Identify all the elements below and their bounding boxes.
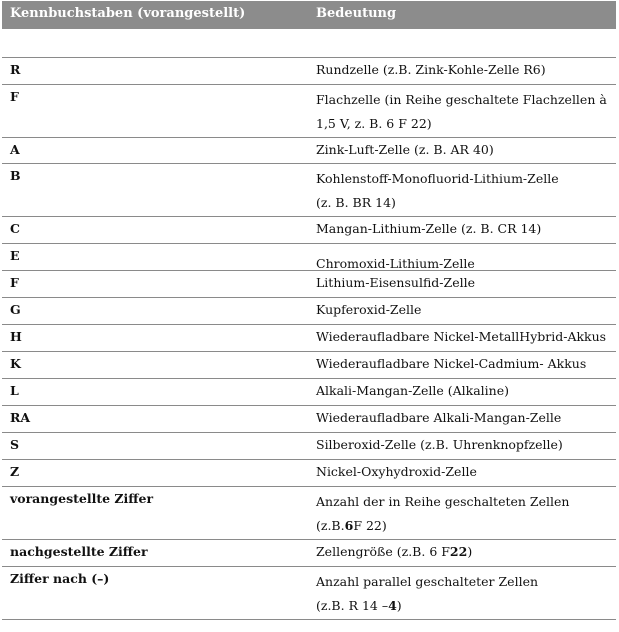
meaning-line: Anzahl parallel geschalteter Zellen	[316, 574, 539, 589]
meaning-line: (z.B. R 14 –4)	[316, 598, 402, 613]
row-meaning: Alkali-Mangan-Zelle (Alkaline)	[316, 383, 509, 398]
row-meaning	[309, 487, 616, 539]
row-meaning: Silberoxid-Zelle (z.B. Uhrenknopfzelle)	[316, 437, 563, 452]
table-row	[2, 84, 616, 137]
row-meaning: Zellengröße (z.B. 6 F22)	[316, 544, 473, 559]
meaning-line: (z. B. BR 14)	[316, 195, 396, 210]
table-row	[2, 432, 616, 459]
table-row-blank	[2, 29, 616, 57]
row-meaning	[309, 164, 616, 216]
row-code: RA	[10, 410, 31, 425]
row-code: C	[10, 221, 20, 236]
meaning-line: Anzahl der in Reihe geschalteten Zellen	[316, 494, 570, 509]
table-row	[2, 324, 616, 351]
meaning-line: (z.B.6F 22)	[316, 518, 387, 533]
table-row	[2, 270, 616, 297]
table-row	[2, 405, 616, 432]
row-meaning: Wiederaufladbare Nickel-MetallHybrid-Akkus	[316, 329, 607, 344]
row-meaning: Mangan-Lithium-Zelle (z. B. CR 14)	[316, 221, 542, 236]
row-meaning: Kupferoxid-Zelle	[316, 302, 422, 317]
row-meaning: Wiederaufladbare Alkali-Mangan-Zelle	[316, 410, 562, 425]
battery-code-table	[2, 1, 616, 620]
table-row	[2, 539, 616, 566]
table-row	[2, 137, 616, 163]
row-meaning: Lithium-Eisensulfid-Zelle	[316, 275, 475, 290]
table-header	[2, 1, 616, 29]
row-code: B	[10, 168, 21, 183]
table-row	[2, 351, 616, 378]
row-code: R	[10, 62, 21, 77]
table-row	[2, 243, 616, 270]
meaning-line: 1,5 V, z. B. 6 F 22)	[316, 116, 432, 131]
row-meaning	[309, 567, 616, 619]
row-code: A	[10, 142, 20, 157]
row-meaning: Chromoxid-Lithium-Zelle	[316, 256, 475, 271]
table-row	[2, 486, 616, 539]
row-code: Z	[10, 464, 20, 479]
row-code: H	[10, 329, 22, 344]
table-row	[2, 57, 616, 84]
row-meaning	[309, 85, 616, 137]
row-code: vorangestellte Ziffer	[10, 491, 154, 506]
row-meaning: Zink-Luft-Zelle (z. B. AR 40)	[316, 142, 494, 157]
row-code: F	[10, 89, 19, 104]
header-meaning: Bedeutung	[316, 6, 397, 21]
table-row	[2, 297, 616, 324]
row-code: F	[10, 275, 19, 290]
table-row	[2, 459, 616, 486]
meaning-line: Kohlenstoff-Monofluorid-Lithium-Zelle	[316, 171, 559, 186]
meaning-line: Flachzelle (in Reihe geschaltete Flachzellen à	[316, 92, 607, 107]
row-meaning: Wiederaufladbare Nickel-Cadmium- Akkus	[316, 356, 587, 371]
row-code: K	[10, 356, 21, 371]
row-meaning: Nickel-Oxyhydroxid-Zelle	[316, 464, 477, 479]
table-row	[2, 566, 616, 619]
table-row	[2, 216, 616, 243]
table-row	[2, 163, 616, 216]
row-code: nachgestellte Ziffer	[10, 544, 148, 559]
row-code: L	[10, 383, 19, 398]
row-code: G	[10, 302, 21, 317]
row-code: E	[10, 248, 20, 263]
row-code: Ziffer nach (–)	[10, 571, 110, 586]
header-code: Kennbuchstaben (vorangestellt)	[10, 6, 246, 21]
row-meaning: Rundzelle (z.B. Zink-Kohle-Zelle R6)	[316, 62, 546, 77]
table-row	[2, 378, 616, 405]
row-code: S	[10, 437, 20, 452]
